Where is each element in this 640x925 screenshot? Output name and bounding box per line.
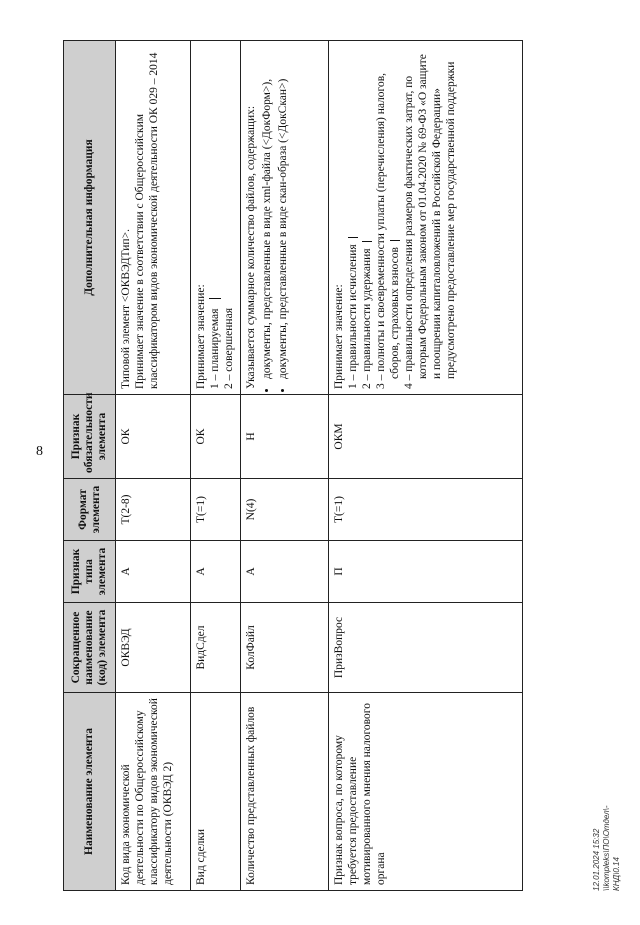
header-format: Формат элемента [64, 479, 116, 541]
print-path: \\kompleks\ПО\Отдел\-КНД\0.14 [602, 805, 621, 891]
cell-required: Н [241, 395, 329, 479]
cell-format: T(2-8) [116, 479, 191, 541]
info-line [208, 46, 222, 389]
info-bullet-list [260, 46, 290, 389]
cell-format: T(=1) [191, 479, 241, 541]
edit-mark [348, 237, 358, 238]
header-type: Признак типа элемента [64, 541, 116, 603]
info-line: Принимает значение: [195, 284, 207, 389]
info-bullet: • документы, представленные в виде xml-файла (<ДокФорм>), [260, 46, 274, 379]
info-line: Принимает значение: [333, 284, 345, 389]
cell-name: Код вида экономической деятельности по Общероссийскому классификатору видов экономической деятельности (ОКВЭД 2) [116, 693, 191, 891]
info-line: 2 – совершенная [223, 308, 235, 389]
cell-info [329, 41, 523, 395]
page-number: 8 [36, 444, 43, 459]
info-line-text: 1 – правильности исчисления [347, 244, 359, 389]
info-line-text: 1 – планируемая [209, 308, 221, 389]
cell-required: ОКМ [329, 395, 523, 479]
header-required: Признак обязательности элемента [64, 395, 116, 479]
cell-name: Признак вопроса, по которому требуется предоставление мотивированного мнения налогового органа [329, 693, 523, 891]
cell-code: ПризВопрос [329, 603, 523, 693]
cell-required: ОК [191, 395, 241, 479]
info-bullet: • документы, представленные в виде скан-образа (<ДокСкан>) [276, 46, 290, 379]
info-intro: Указывается суммарное количество файлов, содержащих: [245, 105, 257, 389]
rotated-table-sheet [63, 41, 523, 891]
edit-mark [209, 298, 221, 299]
info-line: Принимает значение в соответствии с Общероссийским классификатором видов экономической деятельности ОК 029 – 2014 [134, 52, 160, 389]
cell-type: П [329, 541, 523, 603]
cell-code: ОКВЭД [116, 603, 191, 693]
cell-type: А [116, 541, 191, 603]
cell-type: А [191, 541, 241, 603]
cell-format: T(=1) [329, 479, 523, 541]
header-info: Дополнительная информация [64, 41, 116, 395]
cell-required: ОК [116, 395, 191, 479]
table-row [116, 41, 191, 891]
table-row [191, 41, 241, 891]
elements-table [63, 40, 523, 891]
info-line-text: 3 – полноты и своевременности уплаты (перечисления) налогов, сборов, страховых взносов [375, 72, 401, 389]
cell-type: А [241, 541, 329, 603]
cell-info [191, 41, 241, 395]
header-name: Наименование элемента [64, 693, 116, 891]
info-line [360, 46, 374, 389]
info-line [374, 46, 402, 389]
table-header-row [64, 41, 116, 891]
cell-name: Количество представленных файлов [241, 693, 329, 891]
info-line [346, 46, 360, 389]
info-line: Типовой элемент <ОКВЭДТип>. [120, 229, 132, 389]
info-line: 4 – правильности определения размеров фактических затрат, по которым Федеральным законом от 01.04.2020 № 69-ФЗ «О защите и поощрении капиталовложений в Российской Федерации» предусмотрено предоставление мер государственной поддержки [403, 54, 457, 389]
table-row [329, 41, 523, 891]
cell-info [116, 41, 191, 395]
cell-format: N(4) [241, 479, 329, 541]
info-line-text: 2 – правильности удержания [361, 248, 373, 389]
edit-mark [390, 240, 400, 241]
cell-name: Вид сделки [191, 693, 241, 891]
print-footer [592, 806, 622, 892]
cell-code: КолФайл [241, 603, 329, 693]
edit-mark [362, 241, 372, 242]
header-code: Сокращенное наименование (код) элемента [64, 603, 116, 693]
table-row [241, 41, 329, 891]
cell-info [241, 41, 329, 395]
print-date: 12.01.2024 15:32 [592, 828, 601, 891]
cell-code: ВидСдел [191, 603, 241, 693]
